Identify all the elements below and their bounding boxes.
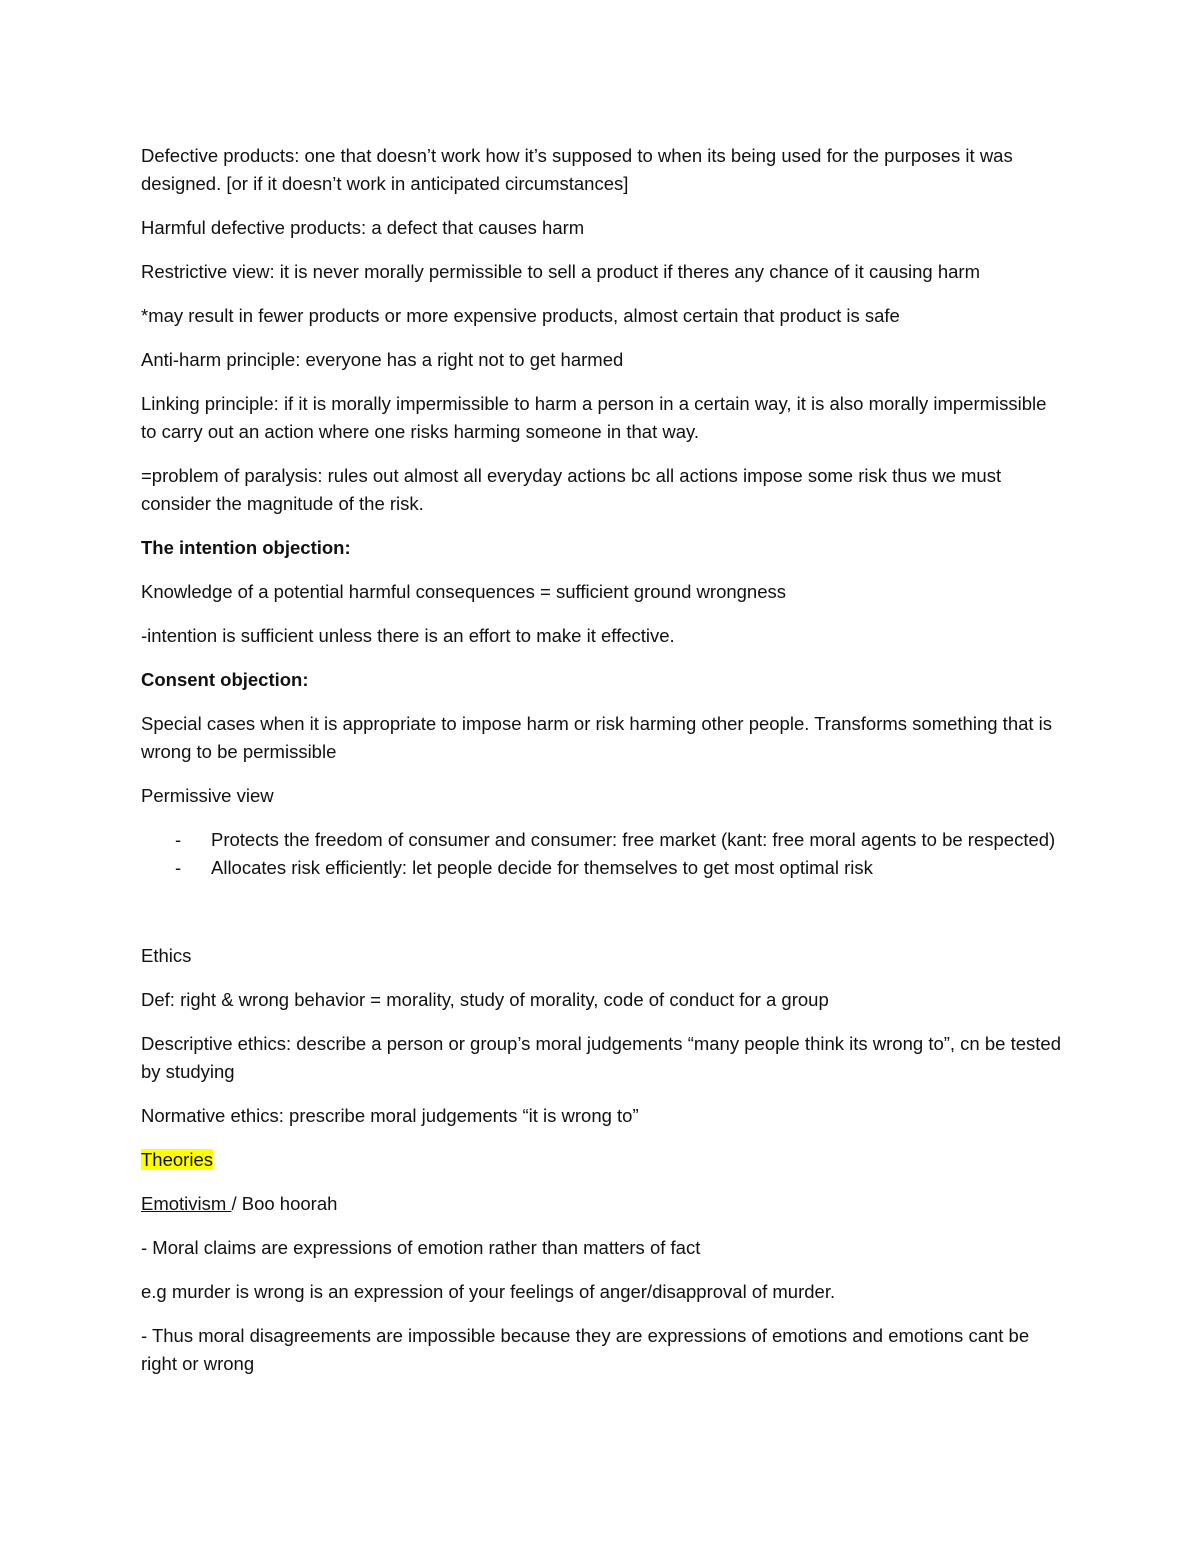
list-item: [141, 826, 1066, 854]
paragraph-moral-claims: - Moral claims are expressions of emotion rather than matters of fact: [141, 1237, 701, 1258]
highlighted-theories: Theories: [141, 1149, 213, 1170]
paragraph-moral-disagreements: - Thus moral disagreements are impossible because they are expressions of emotions and emotions cant be right or wrong: [141, 1325, 1030, 1374]
paragraph-restrictive-note: *may result in fewer products or more expensive products, almost certain that product is safe: [141, 305, 900, 326]
blank-line: [141, 898, 1066, 942]
permissive-view-list: [141, 826, 1066, 882]
bullet-marker: -: [175, 857, 182, 878]
bullet-marker: -: [175, 829, 182, 850]
emotivism-title: Emotivism: [141, 1193, 232, 1214]
heading-consent-objection: Consent objection:: [141, 669, 309, 690]
paragraph-linking-principle: Linking principle: if it is morally impermissible to harm a person in a certain way, it is also morally impermissible to carry out an action where one risks harming someone in that way.: [141, 393, 1047, 442]
paragraph-ethics-definition: Def: right & wrong behavior = morality, study of morality, code of conduct for a group: [141, 989, 829, 1010]
paragraph-harmful-defective-products: Harmful defective products: a defect that causes harm: [141, 217, 585, 238]
document-body: [141, 142, 1066, 1394]
paragraph-intention-sufficient: -intention is sufficient unless there is an effort to make it effective.: [141, 625, 675, 646]
paragraph-defective-products: Defective products: one that doesn’t work how it’s supposed to when its being used for the purposes it was designed. [or if it doesn’t work in anticipated circumstances]: [141, 145, 1013, 194]
paragraph-restrictive-view: Restrictive view: it is never morally permissible to sell a product if theres any chance of it causing harm: [141, 261, 981, 282]
paragraph-murder-example: e.g murder is wrong is an expression of your feelings of anger/disapproval of murder.: [141, 1281, 836, 1302]
paragraph-permissive-view: Permissive view: [141, 785, 274, 806]
list-item-text: Protects the freedom of consumer and consumer: free market (kant: free moral agents to be respected): [211, 829, 1056, 850]
paragraph-descriptive-ethics: Descriptive ethics: describe a person or group’s moral judgements “many people think its wrong to”, cn be tested by studying: [141, 1033, 1061, 1082]
paragraph-ethics: Ethics: [141, 945, 192, 966]
emotivism-subtitle: / Boo hoorah: [231, 1193, 338, 1214]
heading-theories: [141, 1146, 1066, 1174]
paragraph-normative-ethics: Normative ethics: prescribe moral judgements “it is wrong to”: [141, 1105, 639, 1126]
heading-emotivism: [141, 1190, 1066, 1218]
paragraph-problem-of-paralysis: =problem of paralysis: rules out almost all everyday actions bc all actions impose some risk thus we must consider the magnitude of the risk.: [141, 465, 1002, 514]
paragraph-anti-harm-principle: Anti-harm principle: everyone has a right not to get harmed: [141, 349, 624, 370]
heading-intention-objection: The intention objection:: [141, 537, 351, 558]
list-item: [141, 854, 1066, 882]
paragraph-special-cases: Special cases when it is appropriate to impose harm or risk harming other people. Transforms something that is wrong to be permissible: [141, 713, 1053, 762]
paragraph-knowledge-harm: Knowledge of a potential harmful consequences = sufficient ground wrongness: [141, 581, 787, 602]
list-item-text: Allocates risk efficiently: let people decide for themselves to get most optimal risk: [211, 857, 873, 878]
